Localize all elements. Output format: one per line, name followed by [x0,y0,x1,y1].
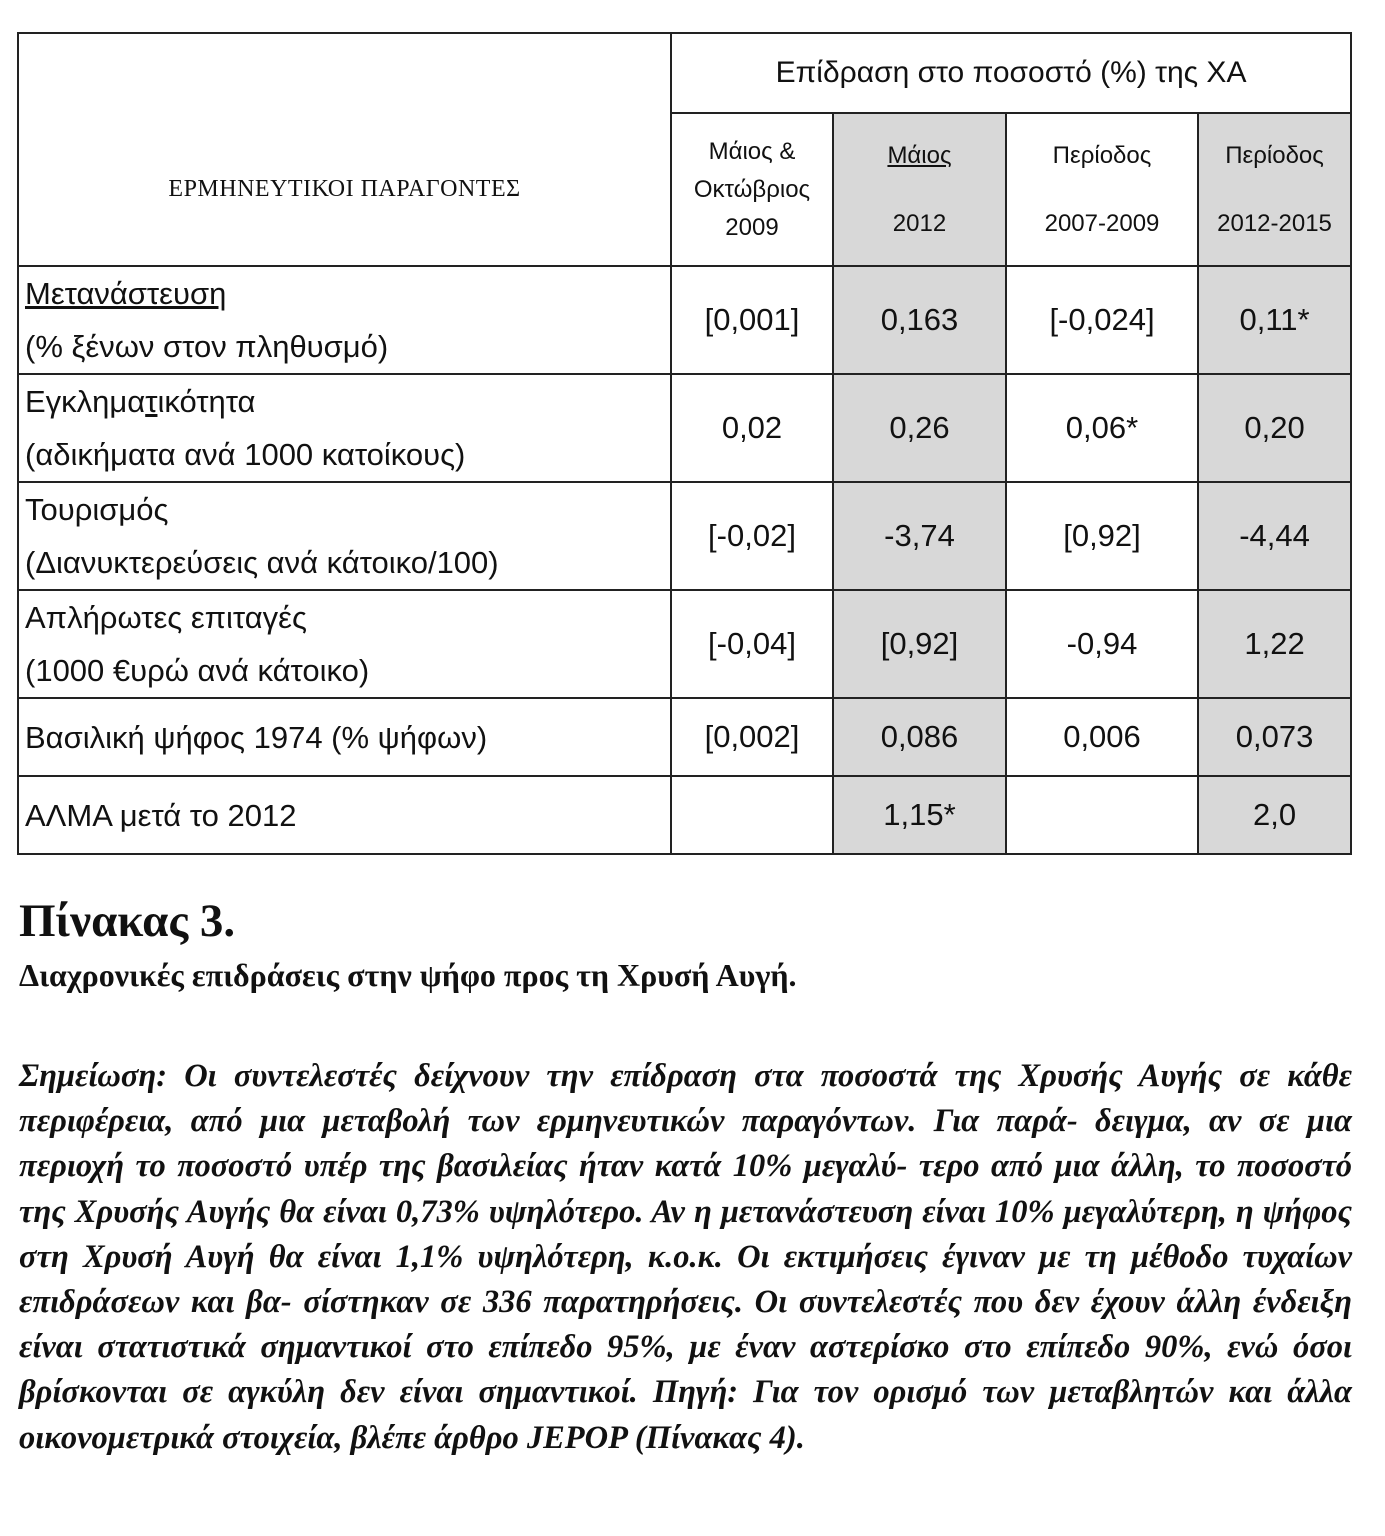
value-cell [1006,776,1198,854]
value-cell: [-0,02] [671,482,833,590]
value-cell: 0,086 [833,698,1006,776]
value-cell: [0,001] [671,266,833,374]
value-cell [671,776,833,854]
value-cell: 0,006 [1006,698,1198,776]
value-cell: 0,163 [833,266,1006,374]
column-header-may-oct-2009: Μάιος & Οκτώβριος 2009 [671,113,833,266]
note-line: σίστηκαν σε 336 παρατηρήσεις. Οι συντελεστές που δεν έχουν άλλη ένδειξη είναι [19,1284,1353,1366]
value-cell: [0,002] [671,698,833,776]
value-cell: -3,74 [833,482,1006,590]
value-cell: 1,15* [833,776,1006,854]
factor-cell: Εγκληματικότητα (αδικήματα ανά 1000 κατοίκους) [18,374,671,482]
effect-header: Επίδραση στο ποσοστό (%) της ΧΑ [671,33,1351,113]
value-cell: 0,06* [1006,374,1198,482]
table-row [18,266,1351,374]
note-line: τερο από μια άλλη, το ποσοστό της Χρυσής Αυγής θα είναι 0,73% υψηλότερο. Αν [19,1148,1353,1230]
table-row [18,482,1351,590]
value-cell: -4,44 [1198,482,1351,590]
note-line: η μετανάστευση είναι 10% μεγαλύτερη, η ψήφος στη Χρυσή Αυγή θα είναι 1,1% [19,1193,1352,1275]
value-cell: [-0,024] [1006,266,1198,374]
factor-cell: Μετανάστευση (% ξένων στον πληθυσμό) [18,266,671,374]
value-cell: 0,26 [833,374,1006,482]
column-header-2012-2015: Περίοδος 2012-2015 [1198,113,1351,266]
note-line: Σημείωση: Οι συντελεστές δείχνουν την επίδραση στα ποσοστά της Χρυσής Αυγής [19,1058,1223,1094]
value-cell: 0,073 [1198,698,1351,776]
table-row [18,374,1351,482]
value-cell: [-0,04] [671,590,833,698]
value-cell: 1,22 [1198,590,1351,698]
factor-cell: Απλήρωτες επιταγές (1000 €υρώ ανά κάτοικο) [18,590,671,698]
note-line: μεταβλητών και άλλα οικονομετρικά στοιχεία, βλέπε άρθρο JEPOP (Πίνακας 4). [19,1374,1352,1456]
note-line: ενώ όσοι βρίσκονται σε αγκύλη δεν είναι σημαντικοί. Πηγή: Για τον ορισμό των [19,1329,1353,1411]
table-row [18,776,1351,854]
note-line: δειγμα, αν σε μια περιοχή το ποσοστό υπέρ της βασιλείας ήταν κατά 10% μεγαλύ- [19,1103,1352,1185]
value-cell: 0,11* [1198,266,1351,374]
note-line: σε κάθε περιφέρεια, από μια μεταβολή των ερμηνευτικών παραγόντων. Για παρά- [19,1058,1352,1140]
note-line: υψηλότερη, κ.ο.κ. Οι εκτιμήσεις έγιναν με τη μέθοδο τυχαίων επιδράσεων και βα- [19,1238,1353,1321]
factors-header: ΕΡΜΗΝΕΥΤΙΚΟΙ ΠΑΡΑΓΟΝΤΕΣ [18,113,671,266]
column-header-may-2012: Μάιος 2012 [833,113,1006,266]
factor-cell: Τουρισμός (Διανυκτερεύσεις ανά κάτοικο/100) [18,482,671,590]
results-table [17,32,1352,855]
table-row [18,590,1351,698]
table-subtitle: Διαχρονικές επιδράσεις στην ψήφο προς τη Χρυσή Αυγή. [19,957,797,993]
note-line: στατιστικά σημαντικοί στο επίπεδο 95%, με έναν αστερίσκο στο επίπεδο 90%, [97,1329,1213,1366]
column-header-2007-2009: Περίοδος 2007-2009 [1006,113,1198,266]
value-cell: [0,92] [833,590,1006,698]
factor-cell: ΑΛΜΑ μετά το 2012 [18,776,671,854]
value-cell: -0,94 [1006,590,1198,698]
table-row [18,698,1351,776]
table-title: Πίνακας 3. [19,895,236,947]
factor-cell: Βασιλική ψήφος 1974 (% ψήφων) [18,698,671,776]
value-cell: 2,0 [1198,776,1351,854]
corner-cell [18,33,671,113]
value-cell: 0,02 [671,374,833,482]
value-cell: [0,92] [1006,482,1198,590]
table-note [19,1054,1352,1461]
value-cell: 0,20 [1198,374,1351,482]
